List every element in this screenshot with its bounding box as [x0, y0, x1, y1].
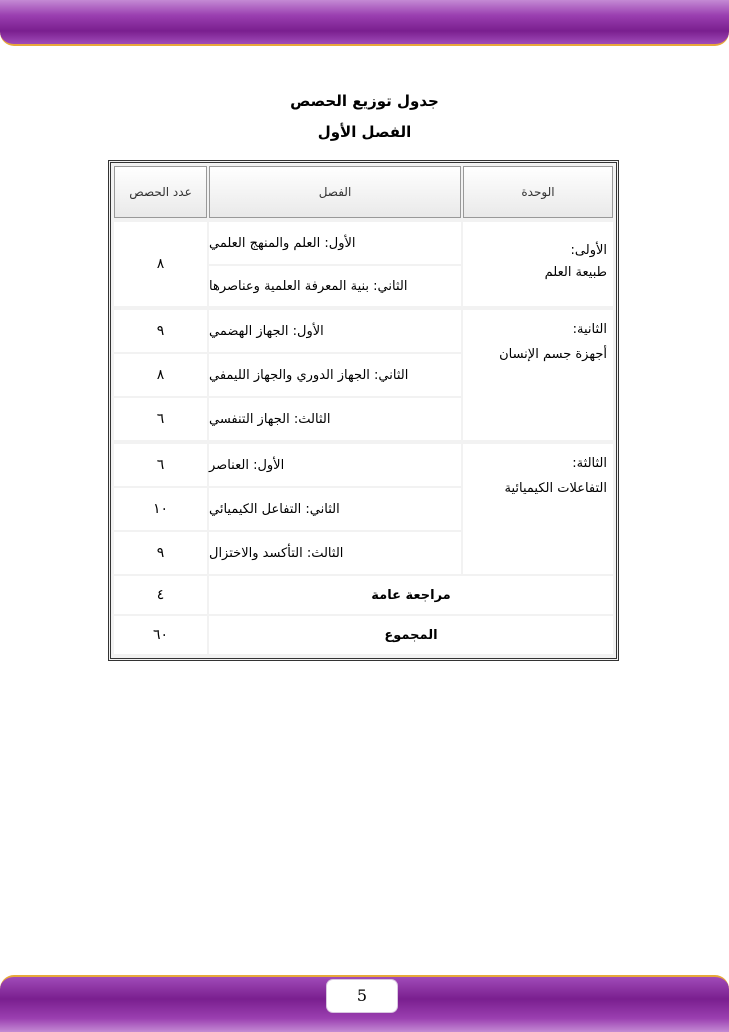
- count-cell: ٦: [114, 398, 207, 440]
- count-cell: ١٠: [114, 488, 207, 530]
- unit-name: طبيعة العلم: [544, 265, 607, 280]
- page-title: جدول توزيع الحصص: [290, 92, 439, 110]
- count-cell: ٨: [114, 354, 207, 396]
- chapter-cell: الأول: العلم والمنهج العلمي: [209, 222, 461, 264]
- total-label: المجموع: [209, 616, 613, 654]
- header-count: عدد الحصص: [114, 166, 207, 218]
- total-count: ٦٠: [114, 616, 207, 654]
- chapter-cell: الثاني: التفاعل الكيميائي: [209, 488, 461, 530]
- chapter-cell: الأول: العناصر: [209, 444, 461, 486]
- unit-name: أجهزة جسم الإنسان: [499, 347, 607, 362]
- count-cell: ٩: [114, 532, 207, 574]
- unit-cell: [463, 444, 613, 574]
- count-cell: ٩: [114, 310, 207, 352]
- review-count: ٤: [114, 576, 207, 614]
- count-cell: ٨: [114, 222, 207, 306]
- chapter-cell: الأول: الجهاز الهضمي: [209, 310, 461, 352]
- unit-name: التفاعلات الكيميائية: [504, 481, 607, 496]
- header-chapter: الفصل: [209, 166, 461, 218]
- unit-number: الثالثة:: [572, 456, 607, 471]
- page-subtitle: الفصل الأول: [317, 123, 412, 141]
- unit-number: الأولى:: [570, 243, 607, 258]
- review-label: مراجعة عامة: [209, 576, 613, 614]
- distribution-table: [108, 160, 619, 661]
- page-number: 5: [327, 980, 397, 1012]
- chapter-cell: الثالث: التأكسد والاختزال: [209, 532, 461, 574]
- count-cell: ٦: [114, 444, 207, 486]
- chapter-cell: الثاني: بنية المعرفة العلمية وعناصرها: [209, 266, 461, 306]
- top-decorative-bar: [0, 0, 729, 46]
- chapter-cell: الثالث: الجهاز التنفسي: [209, 398, 461, 440]
- unit-cell: [463, 310, 613, 440]
- chapter-cell: الثاني: الجهاز الدوري والجهاز الليمفي: [209, 354, 461, 396]
- unit-number: الثانية:: [572, 322, 607, 337]
- header-unit: الوحدة: [463, 166, 613, 218]
- unit-cell: [463, 222, 613, 306]
